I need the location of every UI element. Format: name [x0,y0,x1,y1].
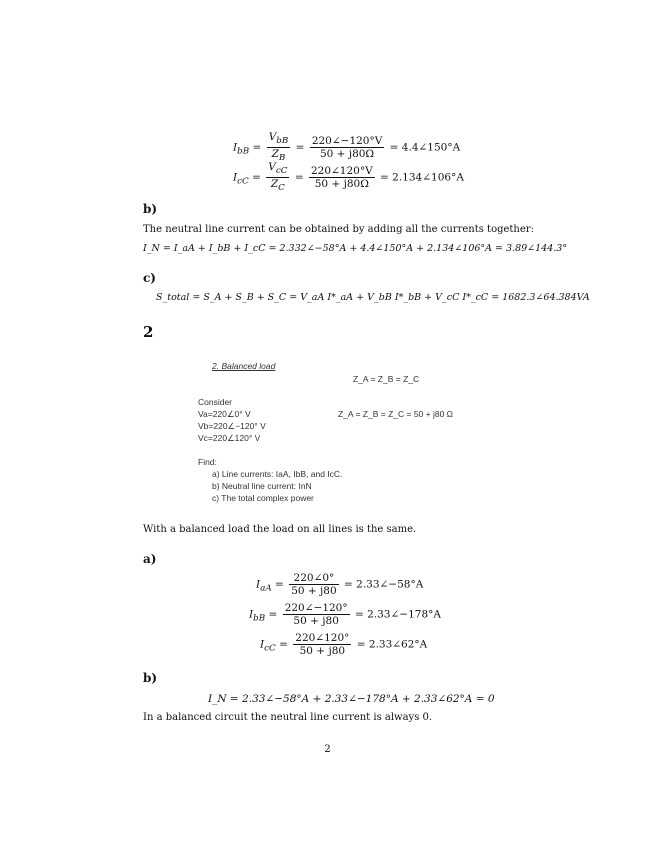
scan-item-b: b) Neutral line current: InN [212,481,312,491]
heading-2b: b) [143,671,158,685]
equation-ibb: $I_{bB}$ = $\frac{V_{bB}}{Z_B}$ = $\frac{220\angle-120^\circ V}{50 + j80\Omega}$ = 4.4∠150°A [233,131,461,164]
balanced-intro: With a balanced load the load on all lines is the same. [143,524,417,535]
equation-2-ibb: $I_{bB}$ = $\frac{220\angle-120^\circ}{50 + j80}$ = 2.33∠−178°A [249,602,441,627]
scan-find: Find: [198,457,217,467]
problem-number: 2 [143,323,154,341]
scan-vb: Vb=220∠−120° V [198,421,266,431]
scan-title: 2. Balanced load [212,361,276,371]
scan-item-a: a) Line currents: IaA, IbB, and IcC. [212,469,343,479]
problem-image [195,358,475,508]
complex-power-equation: S_total = S_A + S_B + S_C = V_aA I*_aA + V_bB I*_bB + V_cC I*_cC = 1682.3∠64.384VA [156,292,590,303]
scan-va: Va=220∠0° V [198,409,251,419]
heading-2a: a) [143,552,157,566]
neutral-text: The neutral line current can be obtained by adding all the currents together: [143,224,534,235]
heading-b: b) [143,202,158,216]
equation-2-iaa: $I_{aA}$ = $\frac{220\angle 0^\circ}{50 + j80}$ = 2.33∠−58°A [256,572,424,597]
heading-c: c) [143,271,156,285]
equation-icc: $I_{cC}$ = $\frac{V_{cC}}{Z_C}$ = $\frac{220\angle 120^\circ V}{50 + j80\Omega}$ = 2.134∠106°A [233,161,464,194]
scan-z-equal: Z_A = Z_B = Z_C [353,374,420,384]
scan-item-c: c) The total complex power [212,493,314,503]
neutral-balanced-equation: I_N = 2.33∠−58°A + 2.33∠−178°A + 2.33∠62°A = 0 [208,693,495,705]
neutral-equation: I_N = I_aA + I_bB + I_cC = 2.332∠−58°A + 4.4∠150°A + 2.134∠106°A = 3.89∠144.3° [143,243,568,254]
page-number: 2 [324,744,331,755]
scan-z-value: Z_A = Z_B = Z_C = 50 + j80 Ω [338,409,454,419]
equation-2-icc: $I_{cC}$ = $\frac{220\angle 120^\circ}{50 + j80}$ = 2.33∠62°A [260,632,428,657]
scan-consider: Consider [198,397,233,407]
scan-vc: Vc=220∠120° V [198,433,261,443]
balanced-conclusion: In a balanced circuit the neutral line current is always 0. [143,712,433,723]
